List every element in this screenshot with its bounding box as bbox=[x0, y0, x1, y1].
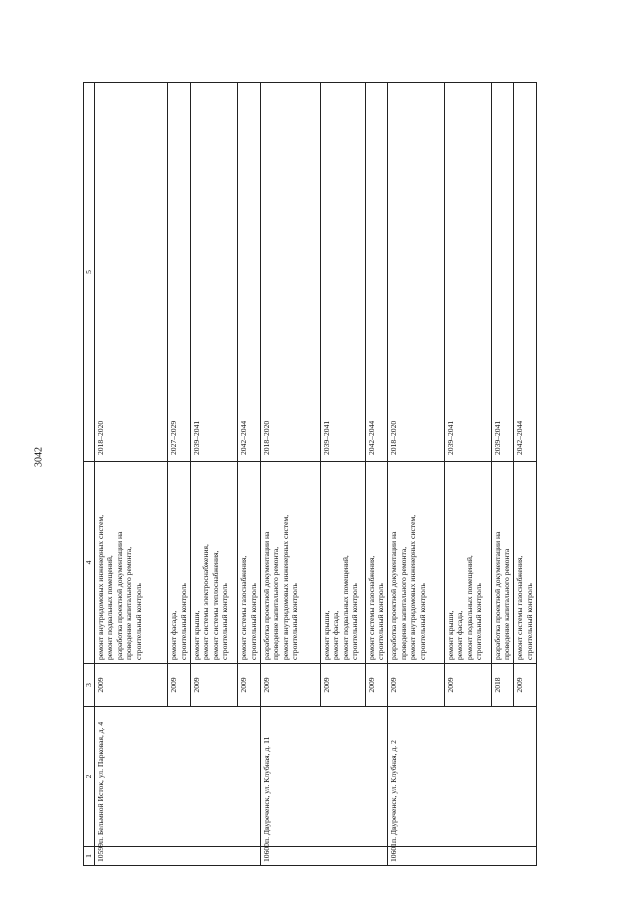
row-number: 10599. bbox=[94, 847, 260, 866]
work-item: строительный контроль bbox=[220, 583, 230, 660]
work-item: проведение капитального ремонта, bbox=[124, 546, 134, 660]
work-item: ремонт фасада, bbox=[331, 610, 341, 660]
year-cell: 2009 bbox=[514, 664, 537, 707]
header-cell: 2 bbox=[84, 707, 95, 847]
work-item: ремонт системы газоснабжения, bbox=[515, 555, 525, 660]
work-item: ремонт системы газоснабжения, bbox=[239, 555, 249, 660]
work-item: проведение капитального ремонта bbox=[502, 548, 512, 660]
work-item: ремонт системы электроснабжения, bbox=[201, 544, 211, 660]
year-cell: 2009 bbox=[190, 664, 237, 707]
period-cell: 2039–2041 bbox=[491, 83, 514, 462]
rotated-table-frame bbox=[83, 83, 537, 866]
work-item: ремонт подвальных помещений, bbox=[105, 555, 115, 660]
works-cell bbox=[491, 462, 514, 664]
work-item: строительный контроль bbox=[289, 583, 299, 660]
year-cell: 2009 bbox=[260, 664, 320, 707]
year-cell: 2009 bbox=[168, 664, 191, 707]
work-item: проведение капитального ремонта, bbox=[271, 546, 281, 660]
works-cell bbox=[365, 462, 388, 664]
period-cell: 2018–2020 bbox=[94, 83, 168, 462]
work-item: ремонт внутридомовых инженерных систем, bbox=[95, 514, 105, 660]
work-item: строительный контроль bbox=[376, 583, 386, 660]
work-item: разработка проектной документации на bbox=[492, 531, 502, 660]
year-cell: 2009 bbox=[388, 664, 444, 707]
works-cell bbox=[168, 462, 191, 664]
work-item: ремонт крыши, bbox=[191, 610, 201, 660]
address-cell: п. Бельмной Исток, ул. Парковая, д. 4 bbox=[94, 707, 260, 847]
work-item: ремонт крыши, bbox=[445, 610, 455, 660]
period-cell: 2039–2041 bbox=[320, 83, 365, 462]
table-row bbox=[260, 83, 320, 866]
table-row bbox=[388, 83, 444, 866]
works-cell bbox=[320, 462, 365, 664]
work-item: проведение капитального ремонта, bbox=[398, 546, 408, 660]
header-row bbox=[84, 83, 95, 866]
row-number: 10600. bbox=[260, 847, 388, 866]
work-item: ремонт фасада, bbox=[169, 610, 179, 660]
works-cell bbox=[514, 462, 537, 664]
works-cell bbox=[94, 462, 168, 664]
year-cell: 2018 bbox=[491, 664, 514, 707]
header-cell: 5 bbox=[84, 83, 95, 462]
year-cell: 2009 bbox=[320, 664, 365, 707]
header-cell: 3 bbox=[84, 664, 95, 707]
work-item: ремонт внутридомовых инженерных систем, bbox=[408, 514, 418, 660]
work-item: строительный контроль bbox=[524, 583, 534, 660]
address-cell: п. Двуреченск, ул. Клубная, д. 11 bbox=[260, 707, 388, 847]
period-cell: 2018–2020 bbox=[260, 83, 320, 462]
header-cell: 1 bbox=[84, 847, 95, 866]
work-item: строительный контроль bbox=[248, 583, 258, 660]
period-cell: 2039–2041 bbox=[444, 83, 491, 462]
work-item: ремонт подвальных помещений, bbox=[464, 555, 474, 660]
address-cell: п. Двуреченск, ул. Клубная, д. 2 bbox=[388, 707, 537, 847]
work-item: ремонт внутридомовых инженерных систем, bbox=[280, 514, 290, 660]
works-cell bbox=[388, 462, 444, 664]
work-item: строительный контроль bbox=[417, 583, 427, 660]
year-cell: 2009 bbox=[365, 664, 388, 707]
work-item: ремонт системы теплоснабжения, bbox=[210, 550, 220, 660]
works-cell bbox=[444, 462, 491, 664]
table-sheet bbox=[83, 83, 537, 866]
work-item: ремонт подвальных помещений, bbox=[340, 555, 350, 660]
year-cell: 2009 bbox=[238, 664, 261, 707]
work-item: ремонт крыши, bbox=[321, 610, 331, 660]
period-cell: 2042–2044 bbox=[514, 83, 537, 462]
header-cell: 4 bbox=[84, 462, 95, 664]
works-cell bbox=[238, 462, 261, 664]
table-row bbox=[94, 83, 168, 866]
work-item: разработка проектной документации на bbox=[114, 531, 124, 660]
period-cell: 2042–2044 bbox=[365, 83, 388, 462]
work-item: строительный контроль bbox=[178, 583, 188, 660]
year-cell: 2009 bbox=[444, 664, 491, 707]
work-item: строительный контроль bbox=[474, 583, 484, 660]
period-cell: 2039–2041 bbox=[190, 83, 237, 462]
works-cell bbox=[190, 462, 237, 664]
repair-schedule-table bbox=[83, 82, 537, 866]
period-cell: 2027–2029 bbox=[168, 83, 191, 462]
page-number: 3042 bbox=[33, 447, 45, 467]
work-item: строительный контроль bbox=[133, 583, 143, 660]
work-item: разработка проектной документации на bbox=[389, 531, 399, 660]
work-item: строительный контроль bbox=[350, 583, 360, 660]
row-number: 10601. bbox=[388, 847, 537, 866]
works-cell bbox=[260, 462, 320, 664]
period-cell: 2042–2044 bbox=[238, 83, 261, 462]
work-item: разработка проектной документации на bbox=[261, 531, 271, 660]
period-cell: 2018–2020 bbox=[388, 83, 444, 462]
work-item: ремонт системы газоснабжения, bbox=[366, 555, 376, 660]
work-item: ремонт фасада, bbox=[455, 610, 465, 660]
year-cell: 2009 bbox=[94, 664, 168, 707]
